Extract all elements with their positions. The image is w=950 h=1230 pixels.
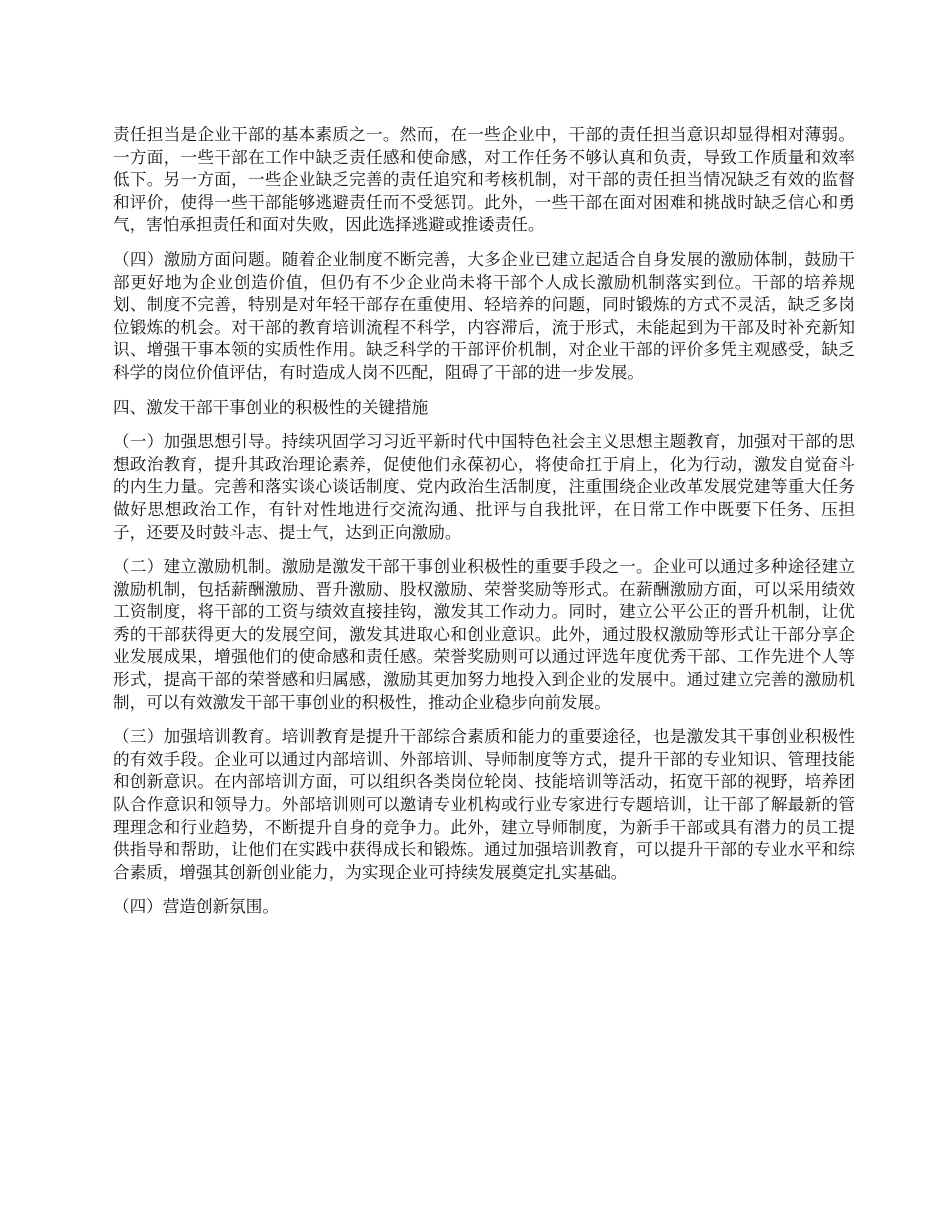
document-body bbox=[113, 124, 855, 931]
paragraph-incentive-issues: （四）激励方面问题。随着企业制度不断完善，大多企业已建立起适合自身发展的激励体制，鼓励干部更好地为企业创造价值，但仍有不少企业尚未将干部个人成长激励机制落实到位。干部的培养规划、制度不完善，特别是对年轻干部存在重使用、轻培养的问题，同时锻炼的方式不灵活，缺乏多岗位锻炼的机会。对干部的教育培训流程不科学，内容滞后，流于形式，未能起到为干部及时补充新知识、增强干事本领的实质性作用。缺乏科学的干部评价机制，对企业干部的评价多凭主观感受，缺乏科学的岗位价值评估，有时造成人岗不匹配，阻碍了干部的进一步发展。 bbox=[113, 249, 855, 382]
paragraph-measure-incentive: （二）建立激励机制。激励是激发干部干事创业积极性的重要手段之一。企业可以通过多种途径建立激励机制，包括薪酬激励、晋升激励、股权激励、荣誉奖励等形式。在薪酬激励方面，可以采用绩效工资制度，将干部的工资与绩效直接挂钩，激发其工作动力。同时，建立公平公正的晋升机制，让优秀的干部获得更大的发展空间，激发其进取心和创业意识。此外，通过股权激励等形式让干部分享企业发展成果，增强他们的使命感和责任感。荣誉奖励则可以通过评选年度优秀干部、工作先进个人等形式，提高干部的荣誉感和归属感，激励其更加努力地投入到企业的发展中。通过建立完善的激励机制，可以有效激发干部干事创业的积极性，推动企业稳步向前发展。 bbox=[113, 557, 855, 712]
section-heading: 四、激发干部干事创业的积极性的关键措施 bbox=[113, 397, 429, 417]
paragraph-measure-ideology: （一）加强思想引导。持续巩固学习习近平新时代中国特色社会主义思想主题教育，加强对干部的思想政治教育，提升其政治理论素养，促使他们永葆初心，将使命扛于肩上，化为行动，激发自觉奋斗的内生力量。完善和落实谈心谈话制度、党内政治生活制度，注重围绕企业改革发展党建等重大任务做好思想政治工作，有针对性地进行交流沟通、批评与自我批评，在日常工作中既要下任务、压担子，还要及时鼓斗志、提士气，达到正向激励。 bbox=[113, 432, 855, 542]
paragraph-measure-innovation: （四）营造创新氛围。 bbox=[113, 897, 279, 917]
paragraph-responsibility: 责任担当是企业干部的基本素质之一。然而，在一些企业中，干部的责任担当意识却显得相对薄弱。一方面，一些干部在工作中缺乏责任感和使命感，对工作任务不够认真和负责，导致工作质量和效率低下。另一方面，一些企业缺乏完善的责任追究和考核机制，对干部的责任担当情况缺乏有效的监督和评价，使得一些干部能够逃避责任而不受惩罚。此外，一些干部在面对困难和挑战时缺乏信心和勇气，害怕承担责任和面对失败，因此选择逃避或推诿责任。 bbox=[113, 125, 855, 235]
paragraph-measure-training: （三）加强培训教育。培训教育是提升干部综合素质和能力的重要途径，也是激发其干事创业积极性的有效手段。企业可以通过内部培训、外部培训、导师制度等方式，提升干部的专业知识、管理技能和创新意识。在内部培训方面，可以组织各类岗位轮岗、技能培训等活动，拓宽干部的视野，培养团队合作意识和领导力。外部培训则可以邀请专业机构或行业专家进行专题培训，让干部了解最新的管理理念和行业趋势，不断提升自身的竞争力。此外，建立导师制度，为新手干部或具有潜力的员工提供指导和帮助，让他们在实践中获得成长和锻炼。通过加强培训教育，可以提升干部的专业水平和综合素质，增强其创新创业能力，为实现企业可持续发展奠定扎实基础。 bbox=[113, 727, 855, 882]
